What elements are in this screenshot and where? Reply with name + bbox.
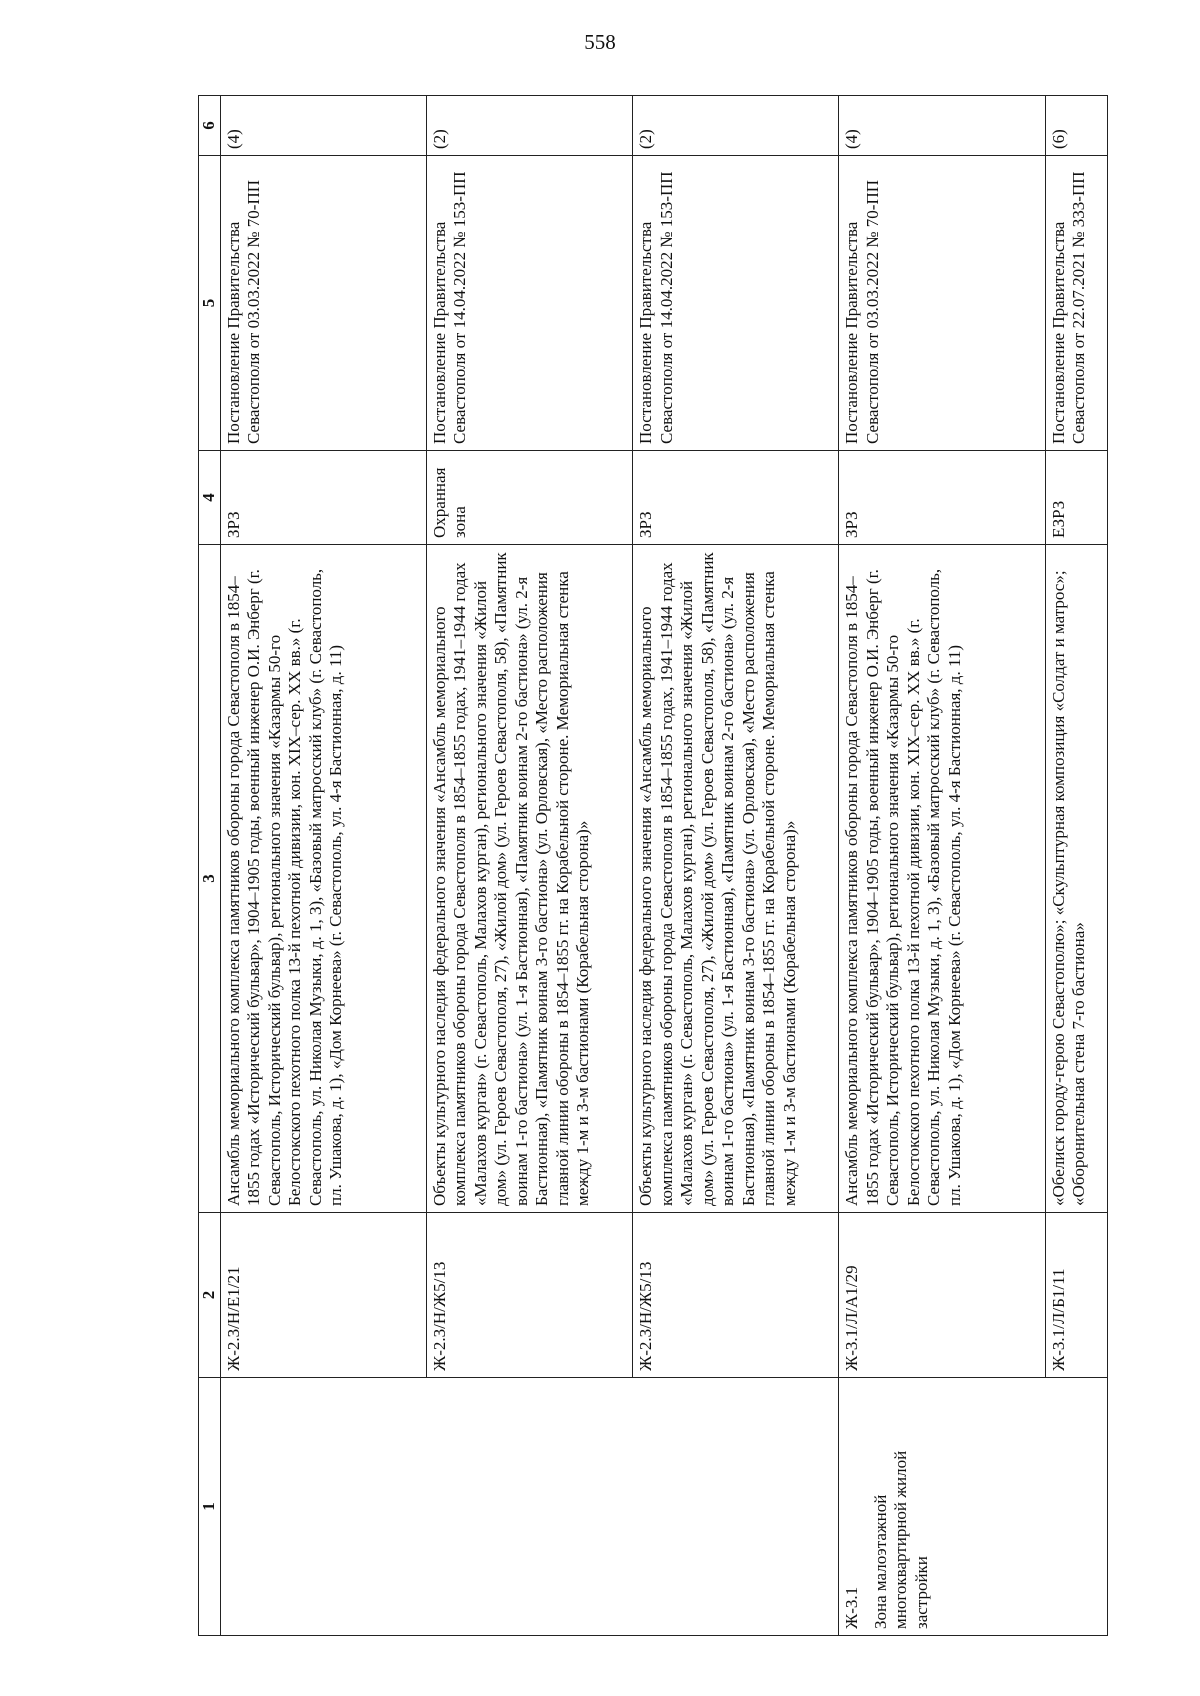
zone-group-code: Ж-3.1 [842,1586,862,1629]
zone-group-name: Зона малоэтажной многоквартирной жилой застройки [870,1450,931,1629]
legal-document: Постановление Правительства Севастополя от 03.03.2022 № 70-ПП [220,156,426,451]
table-header [199,96,221,1636]
note-ref: (2) [426,96,632,156]
header-col-6: 6 [199,96,221,156]
heritage-objects: Ансамбль мемориального комплекса памятников обороны города Севастополя в 1854–1855 годах «Исторический бульвар», 1904–1905 годы, военный инженер О.И. Энберг (г. Севастополь, Исторический бульвар), регионального значения «Казармы 50-го Белостокского пехотного полка 13-й пехотной дивизии, кон. XIX–сер. XX вв.» (г. Севастополь, ул. Николая Музыки, д. 1, 3), «Базовый матросский клуб» (г. Севастополь, пл. Ушакова, д. 1), «Дом Корнеева» (г. Севастополь, ул. 4-я Бастионная, д. 11) [839,545,1045,1213]
header-col-1: 1 [199,1378,221,1636]
heritage-objects: Объекты культурного наследия федерального значения «Ансамбль мемориального комплекса памятников обороны города Севастополя в 1854–1855 годах, 1941–1944 годах «Малахов курган» (г. Севастополь, Малахов курган), регионального значения «Жилой дом» (ул. Героев Севастополя, 27), «Жилой дом» (ул. Героев Севастополя, 58), «Памятник воинам 1-го бастиона» (ул. 1-я Бастионная), «Памятник воинам 2-го бастиона» (ул. 2-я Бастионная), «Памятник воинам 3-го бастиона» (ул. Орловская), «Место расположения главной линии обороны в 1854–1855 гг. на Корабельной стороне. Мемориальная стенка между 1-м и 3-м бастионами (Корабельная сторона)» [633,545,839,1213]
table-row [220,96,426,1636]
heritage-objects: Объекты культурного наследия федерального значения «Ансамбль мемориального комплекса памятников обороны города Севастополя в 1854–1855 годах, 1941–1944 годах «Малахов курган» (г. Севастополь, Малахов курган), регионального значения «Жилой дом» (ул. Героев Севастополя, 27), «Жилой дом» (ул. Героев Севастополя, 58), «Памятник воинам 1-го бастиона» (ул. 1-я Бастионная), «Памятник воинам 2-го бастиона» (ул. 2-я Бастионная), «Памятник воинам 3-го бастиона» (ул. Орловская), «Место расположения главной линии обороны в 1854–1855 гг. на Корабельной стороне. Мемориальная стенка между 1-м и 3-м бастионами (Корабельная сторона)» [426,545,632,1213]
territory-code: Ж-2.3/Н/Ж5/13 [633,1213,839,1378]
zone-cell-empty [220,1378,839,1636]
zones-table [198,95,1108,1636]
note-ref: (4) [839,96,1045,156]
territory-code: Ж-3.1/Л/А1/29 [839,1213,1045,1378]
territory-code: Ж-3.1/Л/Б1/11 [1045,1213,1107,1378]
zone-type: Охранная зона [426,451,632,545]
header-col-5: 5 [199,156,221,451]
heritage-objects: Ансамбль мемориального комплекса памятников обороны города Севастополя в 1854–1855 годах «Исторический бульвар», 1904–1905 годы, военный инженер О.И. Энберг (г. Севастополь, Исторический бульвар), регионального значения «Казармы 50-го Белостокского пехотного полка 13-й пехотной дивизии, кон. XIX–сер. XX вв.» (г. Севастополь, ул. Николая Музыки, д. 1, 3), «Базовый матросский клуб» (г. Севастополь, пл. Ушакова, д. 1), «Дом Корнеева» (г. Севастополь, ул. 4-я Бастионная, д. 11) [220,545,426,1213]
legal-document: Постановление Правительства Севастополя от 14.04.2022 № 153-ПП [633,156,839,451]
header-col-4: 4 [199,451,221,545]
zone-type: ЗРЗ [839,451,1045,545]
zone-group-cell [839,1378,1108,1636]
territory-code: Ж-2.3/Н/Е1/21 [220,1213,426,1378]
zone-type: ЕЗРЗ [1045,451,1107,545]
note-ref: (2) [633,96,839,156]
note-ref: (6) [1045,96,1107,156]
rotated-table-wrapper [198,96,1108,1636]
header-col-3: 3 [199,545,221,1213]
table-row [839,96,1045,1636]
legal-document: Постановление Правительства Севастополя от 14.04.2022 № 153-ПП [426,156,632,451]
page-number: 558 [584,30,616,54]
legal-document: Постановление Правительства Севастополя от 22.07.2021 № 333-ПП [1045,156,1107,451]
header-col-2: 2 [199,1213,221,1378]
zone-type: ЗРЗ [220,451,426,545]
note-ref: (4) [220,96,426,156]
heritage-objects: «Обелиск городу-герою Севастополю»; «Скульптурная композиция «Солдат и матрос»; «Оборонительная стена 7-го бастиона» [1045,545,1107,1213]
zone-type: ЗРЗ [633,451,839,545]
territory-code: Ж-2.3/Н/Ж5/13 [426,1213,632,1378]
legal-document: Постановление Правительства Севастополя от 03.03.2022 № 70-ПП [839,156,1045,451]
